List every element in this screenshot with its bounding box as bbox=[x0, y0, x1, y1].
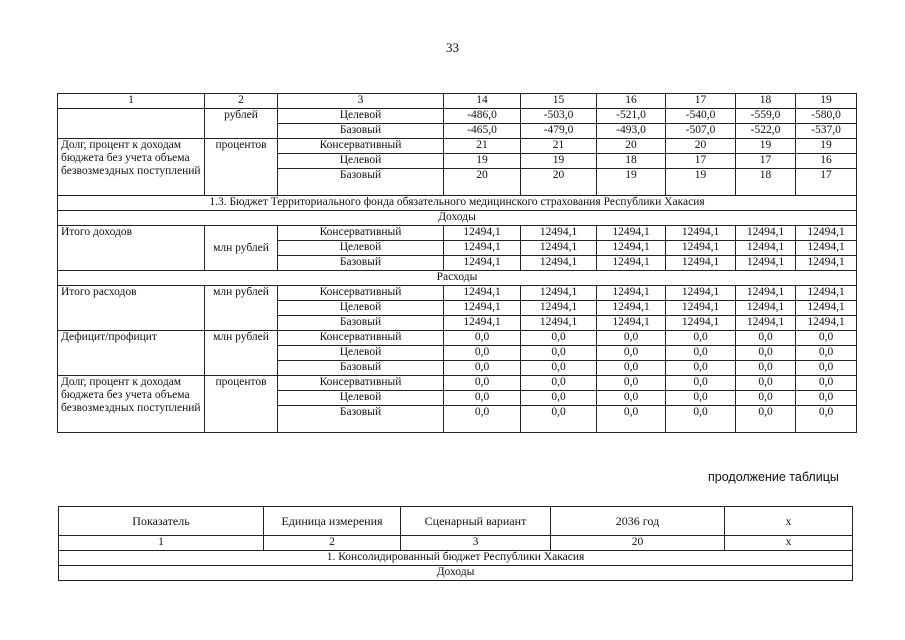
scenario-cell: Базовый bbox=[278, 256, 444, 271]
value-cell: 21 bbox=[444, 139, 521, 154]
value-cell: 19 bbox=[521, 154, 597, 169]
section-row bbox=[58, 211, 857, 226]
value-cell: 17 bbox=[666, 154, 736, 169]
value-cell: 0,0 bbox=[521, 391, 597, 406]
value-cell: 20 bbox=[597, 139, 666, 154]
value-cell: 21 bbox=[521, 139, 597, 154]
table-row bbox=[58, 109, 857, 124]
value-cell: 0,0 bbox=[666, 361, 736, 376]
value-cell: 0,0 bbox=[444, 346, 521, 361]
value-cell: 12494,1 bbox=[597, 226, 666, 241]
value-cell: 12494,1 bbox=[736, 241, 796, 256]
value-cell: 12494,1 bbox=[796, 226, 857, 241]
value-cell: 0,0 bbox=[521, 376, 597, 391]
col-number: 3 bbox=[401, 536, 551, 551]
value-cell: -580,0 bbox=[796, 109, 857, 124]
value-cell: 12494,1 bbox=[521, 301, 597, 316]
value-cell: 12494,1 bbox=[521, 226, 597, 241]
indicator-cell: Итого расходов bbox=[58, 286, 205, 331]
value-cell: -465,0 bbox=[444, 124, 521, 139]
value-cell: -507,0 bbox=[666, 124, 736, 139]
column-number-row bbox=[59, 536, 853, 551]
header-year: 2036 год bbox=[551, 507, 725, 536]
scenario-cell: Базовый bbox=[278, 169, 444, 196]
value-cell: 12494,1 bbox=[521, 256, 597, 271]
budget-table-part1 bbox=[57, 93, 857, 433]
value-cell: 19 bbox=[666, 169, 736, 196]
header-indicator: Показатель bbox=[59, 507, 264, 536]
section-row bbox=[58, 271, 857, 286]
value-cell: 12494,1 bbox=[666, 256, 736, 271]
value-cell: 12494,1 bbox=[666, 241, 736, 256]
value-cell: 12494,1 bbox=[736, 301, 796, 316]
continuation-label: продолжение таблицы bbox=[708, 470, 839, 484]
value-cell: 12494,1 bbox=[666, 301, 736, 316]
value-cell: 19 bbox=[444, 154, 521, 169]
value-cell: 0,0 bbox=[736, 391, 796, 406]
value-cell: 0,0 bbox=[597, 361, 666, 376]
col-number: 19 bbox=[796, 94, 857, 109]
value-cell: 12494,1 bbox=[666, 316, 736, 331]
value-cell: 12494,1 bbox=[597, 286, 666, 301]
indicator-cell: Долг, процент к доходам бюджета без учета объема безвозмездных поступлений bbox=[58, 139, 205, 196]
value-cell: 0,0 bbox=[736, 331, 796, 346]
value-cell: 18 bbox=[597, 154, 666, 169]
value-cell: 12494,1 bbox=[444, 316, 521, 331]
value-cell: 12494,1 bbox=[796, 301, 857, 316]
col-number: 1 bbox=[58, 94, 205, 109]
value-cell: 0,0 bbox=[796, 376, 857, 391]
scenario-cell: Целевой bbox=[278, 241, 444, 256]
section-row bbox=[59, 566, 853, 581]
value-cell: 19 bbox=[736, 139, 796, 154]
value-cell: 17 bbox=[736, 154, 796, 169]
value-cell: 18 bbox=[736, 169, 796, 196]
table-header-row bbox=[59, 507, 853, 536]
col-number: 14 bbox=[444, 94, 521, 109]
value-cell: 12494,1 bbox=[444, 241, 521, 256]
scenario-cell: Базовый bbox=[278, 124, 444, 139]
col-number: 18 bbox=[736, 94, 796, 109]
value-cell: 0,0 bbox=[796, 346, 857, 361]
value-cell: 0,0 bbox=[597, 391, 666, 406]
value-cell: 0,0 bbox=[666, 376, 736, 391]
value-cell: -537,0 bbox=[796, 124, 857, 139]
page-number: 33 bbox=[446, 40, 459, 55]
section-title: 1. Консолидированный бюджет Республики Хакасия bbox=[59, 551, 853, 566]
scenario-cell: Консервативный bbox=[278, 286, 444, 301]
scenario-cell: Целевой bbox=[278, 391, 444, 406]
value-cell: 12494,1 bbox=[736, 286, 796, 301]
section-title: 1.3. Бюджет Территориального фонда обязательного медицинского страхования Республики Хакасия bbox=[58, 196, 857, 211]
value-cell: -540,0 bbox=[666, 109, 736, 124]
income-title: Доходы bbox=[58, 211, 857, 226]
column-number-row bbox=[58, 94, 857, 109]
unit-cell: млн рублей bbox=[205, 286, 278, 331]
value-cell: 12494,1 bbox=[597, 301, 666, 316]
col-number: 16 bbox=[597, 94, 666, 109]
value-cell: 12494,1 bbox=[796, 316, 857, 331]
value-cell: -521,0 bbox=[597, 109, 666, 124]
value-cell: 12494,1 bbox=[597, 256, 666, 271]
col-number: 2 bbox=[264, 536, 401, 551]
value-cell: -486,0 bbox=[444, 109, 521, 124]
indicator-cell bbox=[58, 109, 205, 139]
value-cell: 12494,1 bbox=[521, 316, 597, 331]
indicator-cell: Дефицит/профицит bbox=[58, 331, 205, 376]
value-cell: 12494,1 bbox=[666, 286, 736, 301]
scenario-cell: Консервативный bbox=[278, 376, 444, 391]
value-cell: 0,0 bbox=[736, 346, 796, 361]
value-cell: 12494,1 bbox=[736, 256, 796, 271]
value-cell: 0,0 bbox=[597, 376, 666, 391]
value-cell: 12494,1 bbox=[736, 316, 796, 331]
header-unit: Единица измерения bbox=[264, 507, 401, 536]
value-cell: 0,0 bbox=[444, 391, 521, 406]
table-row bbox=[58, 286, 857, 301]
indicator-cell: Долг, процент к доходам бюджета без учета объема безвозмездных поступлений bbox=[58, 376, 205, 433]
subsection-title: Доходы bbox=[59, 566, 853, 581]
header-x: х bbox=[725, 507, 853, 536]
value-cell: 19 bbox=[597, 169, 666, 196]
value-cell: 17 bbox=[796, 169, 857, 196]
value-cell: -559,0 bbox=[736, 109, 796, 124]
value-cell: 0,0 bbox=[796, 331, 857, 346]
scenario-cell: Целевой bbox=[278, 301, 444, 316]
col-number: 15 bbox=[521, 94, 597, 109]
value-cell: 19 bbox=[796, 139, 857, 154]
value-cell: 0,0 bbox=[796, 391, 857, 406]
col-number: 1 bbox=[59, 536, 264, 551]
value-cell: -503,0 bbox=[521, 109, 597, 124]
value-cell: 20 bbox=[666, 139, 736, 154]
col-number: 2 bbox=[205, 94, 278, 109]
scenario-cell: Консервативный bbox=[278, 331, 444, 346]
unit-cell: млн рублей bbox=[205, 331, 278, 376]
value-cell: 0,0 bbox=[521, 406, 597, 433]
unit-cell: процентов bbox=[205, 376, 278, 433]
unit-cell: рублей bbox=[205, 109, 278, 139]
value-cell: -522,0 bbox=[736, 124, 796, 139]
header-scenario: Сценарный вариант bbox=[401, 507, 551, 536]
value-cell: 12494,1 bbox=[796, 286, 857, 301]
value-cell: 0,0 bbox=[666, 391, 736, 406]
value-cell: 12494,1 bbox=[736, 226, 796, 241]
value-cell: 0,0 bbox=[521, 331, 597, 346]
value-cell: 0,0 bbox=[444, 361, 521, 376]
scenario-cell: Целевой bbox=[278, 346, 444, 361]
col-number: 3 bbox=[278, 94, 444, 109]
value-cell: 12494,1 bbox=[796, 256, 857, 271]
scenario-cell: Базовый bbox=[278, 361, 444, 376]
value-cell: 20 bbox=[444, 169, 521, 196]
value-cell: 12494,1 bbox=[521, 241, 597, 256]
value-cell: 12494,1 bbox=[444, 256, 521, 271]
value-cell: 0,0 bbox=[736, 376, 796, 391]
value-cell: 0,0 bbox=[444, 331, 521, 346]
value-cell: 0,0 bbox=[666, 331, 736, 346]
indicator-cell: Итого доходов bbox=[58, 226, 205, 271]
value-cell: 20 bbox=[521, 169, 597, 196]
unit-cell: процентов bbox=[205, 139, 278, 196]
unit-cell: млн рублей bbox=[205, 226, 278, 271]
value-cell: 12494,1 bbox=[444, 226, 521, 241]
value-cell: -493,0 bbox=[597, 124, 666, 139]
value-cell: 16 bbox=[796, 154, 857, 169]
scenario-cell: Целевой bbox=[278, 154, 444, 169]
value-cell: 12494,1 bbox=[666, 226, 736, 241]
value-cell: 12494,1 bbox=[521, 286, 597, 301]
scenario-cell: Консервативный bbox=[278, 226, 444, 241]
value-cell: 12494,1 bbox=[444, 286, 521, 301]
section-row bbox=[59, 551, 853, 566]
expense-title: Расходы bbox=[58, 271, 857, 286]
scenario-cell: Базовый bbox=[278, 406, 444, 433]
col-number: х bbox=[725, 536, 853, 551]
value-cell: 0,0 bbox=[666, 406, 736, 433]
value-cell: 0,0 bbox=[796, 361, 857, 376]
value-cell: -479,0 bbox=[521, 124, 597, 139]
col-number: 17 bbox=[666, 94, 736, 109]
table-row bbox=[58, 226, 857, 241]
scenario-cell: Консервативный bbox=[278, 139, 444, 154]
table-row bbox=[58, 331, 857, 346]
section-row bbox=[58, 196, 857, 211]
value-cell: 0,0 bbox=[597, 331, 666, 346]
value-cell: 0,0 bbox=[521, 361, 597, 376]
value-cell: 0,0 bbox=[597, 346, 666, 361]
value-cell: 0,0 bbox=[796, 406, 857, 433]
value-cell: 0,0 bbox=[444, 406, 521, 433]
value-cell: 12494,1 bbox=[597, 241, 666, 256]
value-cell: 0,0 bbox=[666, 346, 736, 361]
value-cell: 0,0 bbox=[736, 406, 796, 433]
scenario-cell: Целевой bbox=[278, 109, 444, 124]
table-row bbox=[58, 376, 857, 391]
table-row bbox=[58, 139, 857, 154]
value-cell: 12494,1 bbox=[796, 241, 857, 256]
scenario-cell: Базовый bbox=[278, 316, 444, 331]
value-cell: 0,0 bbox=[597, 406, 666, 433]
value-cell: 0,0 bbox=[444, 376, 521, 391]
budget-table-part2 bbox=[58, 506, 853, 581]
value-cell: 0,0 bbox=[521, 346, 597, 361]
value-cell: 12494,1 bbox=[597, 316, 666, 331]
col-number: 20 bbox=[551, 536, 725, 551]
value-cell: 12494,1 bbox=[444, 301, 521, 316]
value-cell: 0,0 bbox=[736, 361, 796, 376]
